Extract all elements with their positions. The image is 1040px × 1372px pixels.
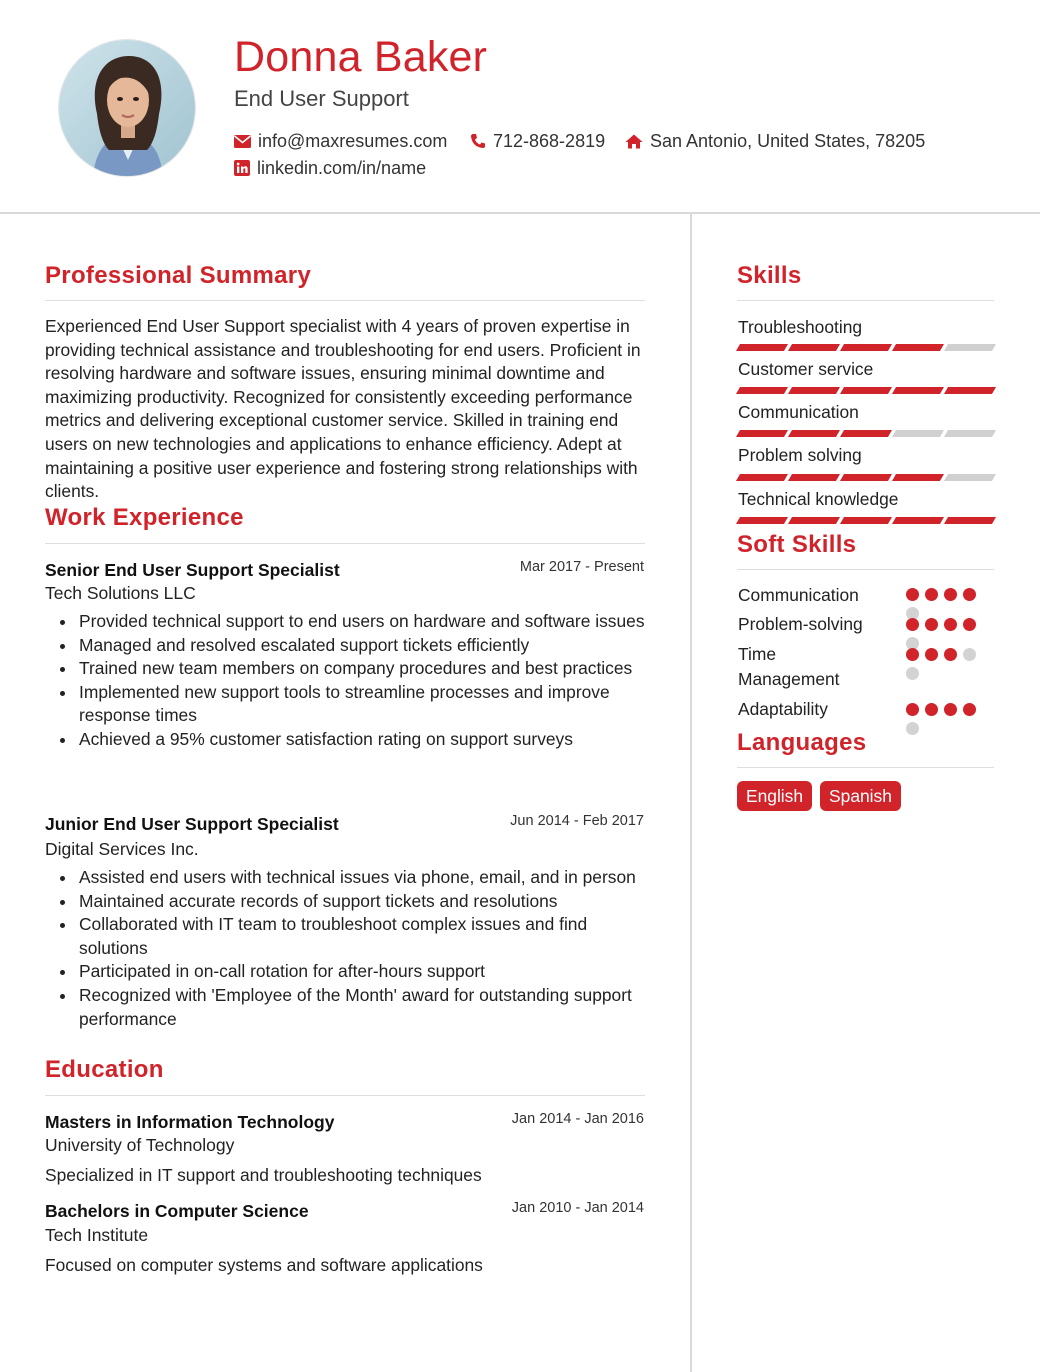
rating-dot-filled xyxy=(906,648,919,661)
bullet-item: Achieved a 95% customer satisfaction rating on support surveys xyxy=(60,728,650,752)
soft-skill-name: Communication xyxy=(738,585,859,605)
home-icon xyxy=(625,134,643,149)
linkedin-text: linkedin.com/in/name xyxy=(257,158,427,178)
skill-segment-filled xyxy=(840,517,892,524)
skill-level-bar xyxy=(738,474,994,481)
skill-segment-filled xyxy=(736,517,788,524)
skill-name: Problem solving xyxy=(738,445,862,465)
degree-title: Bachelors in Computer Science xyxy=(45,1201,309,1221)
section-title-languages: Languages xyxy=(737,729,867,756)
profile-photo-image xyxy=(59,40,196,177)
section-rule xyxy=(45,1095,645,1096)
section-title-experience: Work Experience xyxy=(45,504,244,531)
column-divider xyxy=(690,214,692,1372)
phone-icon xyxy=(470,133,486,149)
skill-name: Troubleshooting xyxy=(738,317,863,337)
skill-segment-empty xyxy=(944,344,996,351)
skill-segment-filled xyxy=(892,517,944,524)
candidate-name: Donna Baker xyxy=(234,33,488,81)
rating-dot-filled xyxy=(963,703,976,716)
rating-dot-filled xyxy=(925,648,938,661)
bullet-item: Provided technical support to end users on hardware and software issues xyxy=(60,610,650,634)
soft-skill-rating xyxy=(906,618,982,650)
section-rule xyxy=(45,300,645,301)
degree-dates: Jan 2014 - Jan 2016 xyxy=(511,1111,644,1127)
section-rule xyxy=(45,543,645,544)
skill-level-bar xyxy=(738,344,994,351)
soft-skill-rating xyxy=(906,703,982,735)
job-company: Digital Services Inc. xyxy=(45,839,199,859)
skill-name: Communication xyxy=(738,402,859,422)
rating-dot-empty xyxy=(906,722,919,735)
rating-dot-filled xyxy=(925,588,938,601)
skill-segment-filled xyxy=(840,387,892,394)
degree-description: Specialized in IT support and troubleshooting techniques xyxy=(45,1165,482,1185)
soft-skill-rating xyxy=(906,588,982,620)
skill-segment-filled xyxy=(736,474,788,481)
section-rule xyxy=(737,767,994,768)
contact-linkedin[interactable] xyxy=(234,157,426,179)
linkedin-icon xyxy=(234,160,250,176)
job-dates: Mar 2017 - Present xyxy=(519,559,644,575)
skill-segment-filled xyxy=(892,387,944,394)
language-badge: Spanish xyxy=(820,781,901,811)
skill-name: Technical knowledge xyxy=(738,489,899,509)
profile-photo xyxy=(58,39,196,177)
rating-dot-empty xyxy=(906,667,919,680)
skill-level-bar xyxy=(738,430,994,437)
skill-segment-filled xyxy=(788,344,840,351)
skill-segment-filled xyxy=(892,474,944,481)
rating-dot-filled xyxy=(963,618,976,631)
job-company: Tech Solutions LLC xyxy=(45,583,196,603)
bullet-item: Implemented new support tools to streamline processes and improve response times xyxy=(60,681,650,728)
contact-email[interactable] xyxy=(234,130,447,152)
resume-header xyxy=(0,0,1040,214)
skill-segment-filled xyxy=(736,387,788,394)
rating-dot-filled xyxy=(944,618,957,631)
section-rule xyxy=(737,569,994,570)
rating-dot-filled xyxy=(925,618,938,631)
skill-segment-filled xyxy=(840,474,892,481)
rating-dot-filled xyxy=(925,703,938,716)
section-title-skills: Skills xyxy=(737,262,802,289)
skill-segment-empty xyxy=(944,430,996,437)
job-bullets xyxy=(60,610,650,752)
rating-dot-filled xyxy=(963,588,976,601)
section-title-soft-skills: Soft Skills xyxy=(737,531,857,558)
skill-segment-filled xyxy=(788,430,840,437)
skill-segment-filled xyxy=(892,344,944,351)
summary-text: Experienced End User Support specialist with 4 years of proven expertise in providing technical assistance and troubleshooting for end users. Proficient in resolving hardware and software issues, ensuring minimal downtime and maximizing productivity. Recognized for consistently exceeding performance metrics and delivering exceptional customer service. Skilled in training end users on new technologies and applications to enhance efficiency. Adept at maintaining a positive user experience and fostering strong relationships with clients. xyxy=(45,316,641,502)
job-title: Junior End User Support Specialist xyxy=(45,814,339,834)
skill-segment-filled xyxy=(788,517,840,524)
contact-location xyxy=(625,130,925,152)
rating-dot-filled xyxy=(906,588,919,601)
skill-level-bar xyxy=(738,517,994,524)
soft-skill-rating xyxy=(906,648,982,680)
degree-dates: Jan 2010 - Jan 2014 xyxy=(511,1200,644,1216)
job-title: Senior End User Support Specialist xyxy=(45,560,340,580)
rating-dot-filled xyxy=(944,648,957,661)
section-title-education: Education xyxy=(45,1056,164,1083)
degree-description: Focused on computer systems and software applications xyxy=(45,1255,483,1275)
skill-level-bar xyxy=(738,387,994,394)
skill-segment-empty xyxy=(892,430,944,437)
bullet-item: Maintained accurate records of support tickets and resolutions xyxy=(60,890,650,914)
rating-dot-empty xyxy=(963,648,976,661)
bullet-item: Participated in on-call rotation for after-hours support xyxy=(60,960,650,984)
phone-text: 712-868-2819 xyxy=(493,131,606,151)
section-title-summary: Professional Summary xyxy=(45,262,312,289)
rating-dot-filled xyxy=(906,703,919,716)
rating-dot-filled xyxy=(906,618,919,631)
degree-title: Masters in Information Technology xyxy=(45,1112,335,1132)
language-list xyxy=(737,781,901,811)
school-name: University of Technology xyxy=(45,1135,235,1155)
bullet-item: Assisted end users with technical issues via phone, email, and in person xyxy=(60,866,650,890)
skill-segment-filled xyxy=(944,387,996,394)
skill-segment-filled xyxy=(736,344,788,351)
soft-skill-name: Adaptability xyxy=(738,699,828,719)
section-rule xyxy=(737,300,994,301)
soft-skill-name: Problem-solving xyxy=(738,614,863,634)
rating-dot-filled xyxy=(944,703,957,716)
skill-segment-filled xyxy=(840,344,892,351)
contact-phone[interactable] xyxy=(470,130,605,152)
location-text: San Antonio, United States, 78205 xyxy=(650,131,926,151)
skill-segment-filled xyxy=(944,517,996,524)
soft-skill-name: Time Management xyxy=(738,644,840,689)
school-name: Tech Institute xyxy=(45,1225,149,1245)
skill-segment-filled xyxy=(788,387,840,394)
bullet-item: Recognized with 'Employee of the Month' award for outstanding support performance xyxy=(60,984,650,1031)
envelope-icon xyxy=(234,135,251,148)
skill-segment-filled xyxy=(788,474,840,481)
bullet-item: Collaborated with IT team to troubleshoot complex issues and find solutions xyxy=(60,913,650,960)
candidate-title: End User Support xyxy=(234,86,409,111)
bullet-item: Managed and resolved escalated support tickets efficiently xyxy=(60,634,650,658)
skill-segment-filled xyxy=(736,430,788,437)
skill-segment-filled xyxy=(840,430,892,437)
job-dates: Jun 2014 - Feb 2017 xyxy=(510,813,644,829)
skill-name: Customer service xyxy=(738,359,874,379)
rating-dot-filled xyxy=(944,588,957,601)
bullet-item: Trained new team members on company procedures and best practices xyxy=(60,657,650,681)
job-bullets xyxy=(60,866,650,1031)
skill-segment-empty xyxy=(944,474,996,481)
language-badge: English xyxy=(737,781,812,811)
email-text: info@maxresumes.com xyxy=(258,131,448,151)
